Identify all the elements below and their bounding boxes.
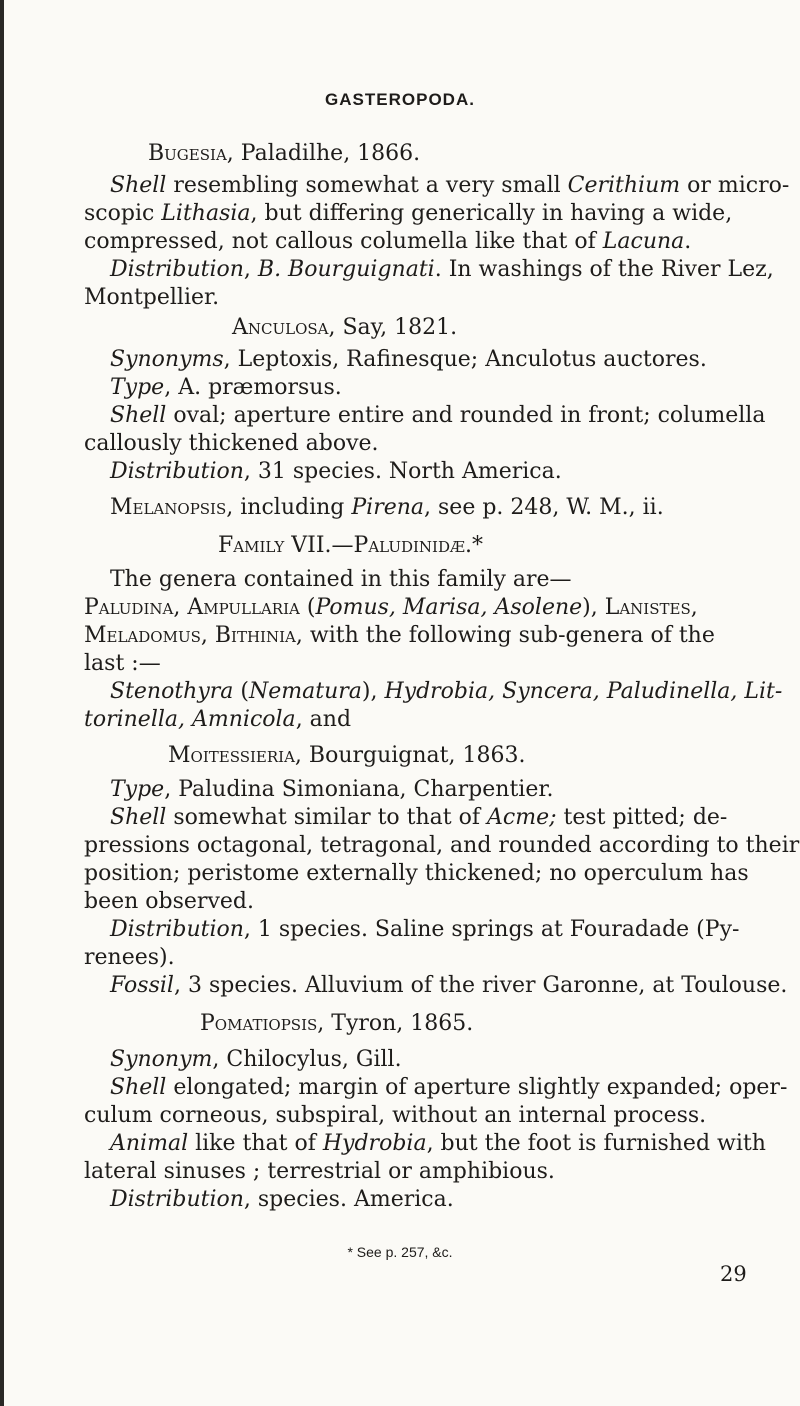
text-line: Distribution, 31 species. North America. — [110, 459, 562, 484]
text-line: callously thickened above. — [84, 431, 379, 456]
text-line: Fossil, 3 species. Alluvium of the river Garonne, at Toulouse. — [110, 973, 788, 998]
text-line: Paludina, Ampullaria (Pomus, Marisa, Asolene), Lanistes, — [84, 595, 698, 620]
text-line: Shell elongated; margin of aperture slightly expanded; oper- — [110, 1075, 788, 1100]
family-heading: Family VII.—Paludinidæ.* — [218, 533, 484, 558]
text-line: Synonyms, Leptoxis, Rafinesque; Anculotus auctores. — [110, 347, 707, 372]
text-line: Type, Paludina Simoniana, Charpentier. — [110, 777, 554, 802]
genus-heading-pomatiopsis: Pomatiopsis, Tyron, 1865. — [200, 1011, 474, 1036]
text-line: lateral sinuses ; terrestrial or amphibious. — [84, 1159, 555, 1184]
page-number: 29 — [720, 1262, 747, 1286]
text-line: last :— — [84, 651, 161, 676]
text-line: Distribution, 1 species. Saline springs at Fouradade (Py- — [110, 917, 740, 942]
text-line: pressions octagonal, tetragonal, and rounded according to their — [84, 833, 800, 858]
text-line: Stenothyra (Nematura), Hydrobia, Syncera, Paludinella, Lit- — [110, 679, 783, 704]
text-line: Type, A. præmorsus. — [110, 375, 342, 400]
text-line: Synonym, Chilocylus, Gill. — [110, 1047, 402, 1072]
genus-heading-moitessieria: Moitessieria, Bourguignat, 1863. — [168, 743, 526, 768]
text-line: Distribution, species. America. — [110, 1187, 454, 1212]
text-line: Distribution, B. Bourguignati. In washings of the River Lez, — [110, 257, 774, 282]
text-line: Shell resembling somewhat a very small Cerithium or micro- — [110, 173, 790, 198]
text-line: Shell somewhat similar to that of Acme; test pitted; de- — [110, 805, 728, 830]
text-line: culum corneous, subspiral, without an internal process. — [84, 1103, 707, 1128]
text-line: Animal like that of Hydrobia, but the foot is furnished with — [110, 1131, 766, 1156]
text-line: Montpellier. — [84, 285, 220, 310]
text-line: The genera contained in this family are— — [110, 567, 572, 592]
running-header: GASTEROPODA. — [325, 90, 475, 109]
genus-heading-bugesia: Bugesia, Paladilhe, 1866. — [148, 141, 421, 166]
genus-heading-anculosa: Anculosa, Say, 1821. — [232, 315, 458, 340]
text-line: position; peristome externally thickened; no operculum has — [84, 861, 749, 886]
text-line: Shell oval; aperture entire and rounded in front; columella — [110, 403, 766, 428]
text-line: Meladomus, Bithinia, with the following sub-genera of the — [84, 623, 715, 648]
footnote: * See p. 257, &c. — [347, 1244, 453, 1260]
genus-heading-melanopsis: Melanopsis, including Pirena, see p. 248, W. M., ii. — [110, 495, 664, 520]
text-line: been observed. — [84, 889, 254, 914]
text-line: compressed, not callous columella like that of Lacuna. — [84, 229, 692, 254]
text-line: scopic Lithasia, but differing generically in having a wide, — [84, 201, 733, 226]
text-line: renees). — [84, 945, 175, 970]
text-line: torinella, Amnicola, and — [84, 707, 352, 732]
